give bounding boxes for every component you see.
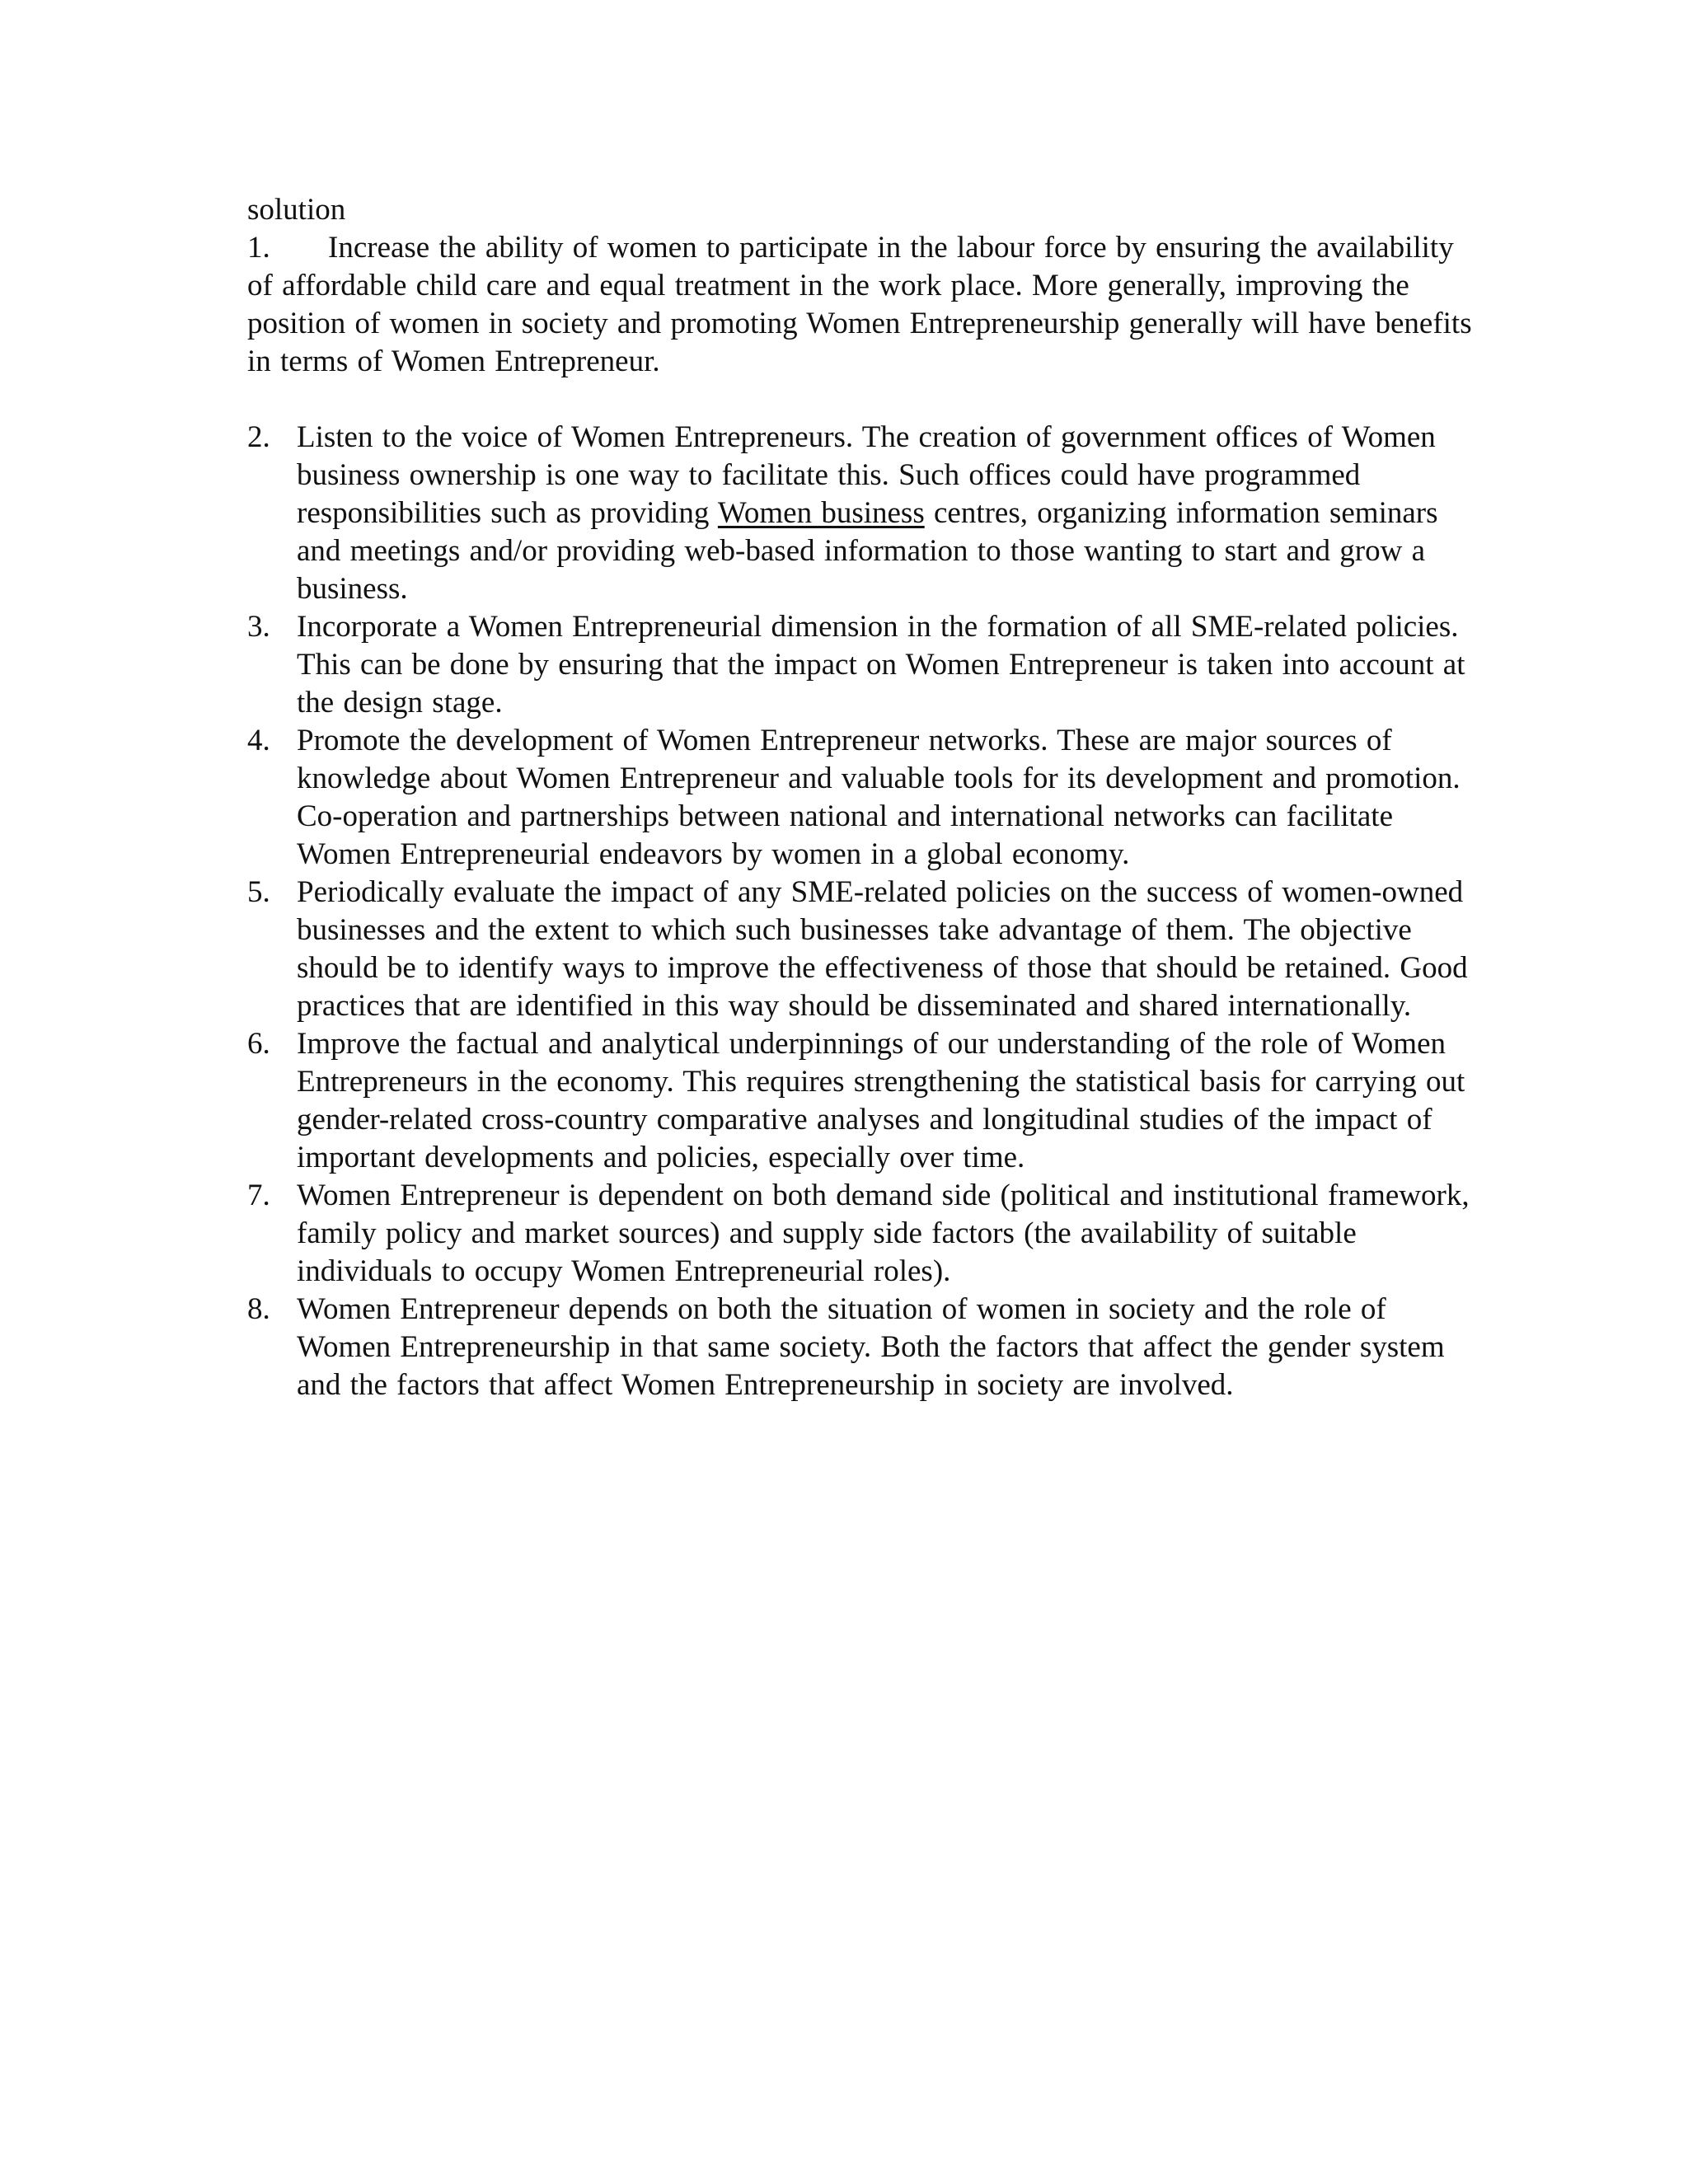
list-item-8 xyxy=(247,1291,1484,1404)
list-item-number: 5. xyxy=(247,875,270,909)
list-item-number: 7. xyxy=(247,1179,270,1212)
list-item-number: 8. xyxy=(247,1292,270,1326)
list-item-number: 1. xyxy=(247,231,270,265)
list-item-text: Incorporate a Women Entrepreneurial dimension in the formation of all SME-related policies. This can be done by ensuring that the impact on Women Entrepreneur is taken into account at the design stage. xyxy=(297,610,1465,719)
list-item-text-after: centres, organizing information seminars and meetings and/or providing web-based information to those wanting to start and grow a business. xyxy=(297,496,1438,606)
document-heading: solution xyxy=(247,193,346,227)
list-item-7 xyxy=(247,1177,1484,1291)
document-page xyxy=(247,191,1484,1404)
numbered-list xyxy=(247,419,1484,1404)
list-item-number: 2. xyxy=(247,420,270,454)
list-item-text: Improve the factual and analytical underpinnings of our understanding of the role of Women Entrepreneurs in the economy. This requires strengthening the statistical basis for carrying out gender-related cross-country comparative analyses and longitudinal studies of the impact of important developments and policies, especially over time. xyxy=(297,1027,1465,1174)
list-item-text: Periodically evaluate the impact of any SME-related policies on the success of women-owned businesses and the extent to which such businesses take advantage of them. The objective should be to identify ways to improve the effectiveness of those that should be retained. Good practices that are identified in this way should be disseminated and shared internationally. xyxy=(297,875,1468,1023)
list-item-3 xyxy=(247,608,1484,722)
list-item-text: Promote the development of Women Entrepreneur networks. These are major sources of knowledge about Women Entrepreneur and valuable tools for its development and promotion. Co-operation and partnerships between national and international networks can facilitate Women Entrepreneurial endeavors by women in a global economy. xyxy=(297,724,1461,871)
list-item-text: Increase the ability of women to participate in the labour force by ensuring the availability of affordable child care and equal treatment in the work place. More generally, improving the position of women in society and promoting Women Entrepreneurship generally will have benefits in terms of Women Entrepreneur. xyxy=(247,231,1472,378)
list-item-number: 6. xyxy=(247,1027,270,1061)
list-item-2 xyxy=(247,419,1484,608)
underlined-text: Women business xyxy=(717,496,925,530)
list-item-4 xyxy=(247,722,1484,874)
list-item-text: Women Entrepreneur depends on both the situation of women in society and the role of Women Entrepreneurship in that same society. Both the factors that affect the gender system and the factors that affect Women Entrepreneurship in society are involved. xyxy=(297,1292,1445,1402)
list-item-6 xyxy=(247,1025,1484,1177)
list-item-text: Women Entrepreneur is dependent on both demand side (political and institutional framework, family policy and market sources) and supply side factors (the availability of suitable individuals to occupy Women Entrepreneurial roles). xyxy=(297,1179,1470,1288)
list-item-5 xyxy=(247,874,1484,1025)
list-item-1 xyxy=(247,229,1484,381)
list-item-number: 4. xyxy=(247,724,270,757)
list-item-text-before: Listen to the voice of Women Entrepreneurs. The creation of government offices of Women business ownership is one way to facilitate this. Such offices could have programmed responsibilities such as providing xyxy=(297,420,1436,530)
list-item-number: 3. xyxy=(247,610,270,644)
